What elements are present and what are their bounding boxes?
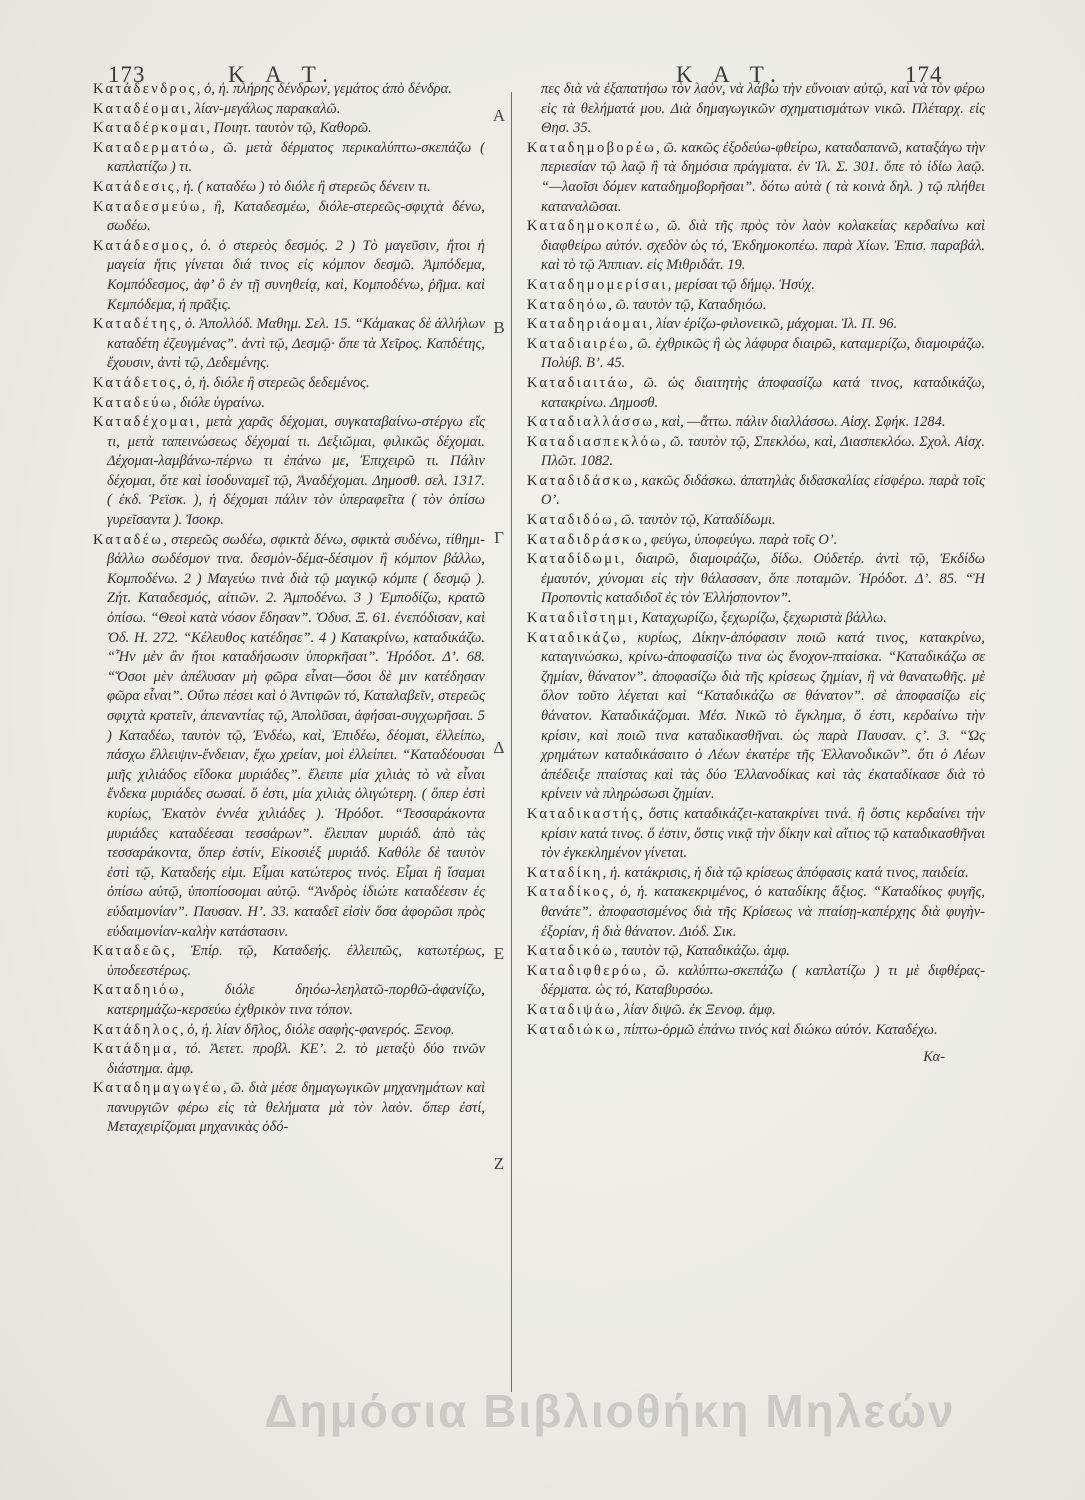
definition: , διόλε δηιόω-λεηλατῶ-πορθῶ-ἀφανίζω, κατερημάζω-κερσεύω ἐχθρικὸν τινα τόπον. xyxy=(107,982,485,1018)
headword: Καταδιψάω xyxy=(527,1001,617,1018)
headword: Καταδιδράσκω xyxy=(527,531,644,548)
dictionary-entry xyxy=(527,609,985,629)
gutter-letter: Δ xyxy=(493,738,505,757)
headword: Καταδίδωμι xyxy=(527,551,621,568)
dictionary-entry xyxy=(93,139,485,178)
dictionary-entry xyxy=(93,531,485,942)
headword: Καταδημοκοπέω xyxy=(527,218,656,235)
headword: Καταδηιόω xyxy=(93,982,181,999)
definition: , λίαν ἐρίζω-φιλονεικῶ, μάχομαι. Ἰλ. Π. 96. xyxy=(648,316,898,333)
headword: Καταδέτης xyxy=(93,316,178,333)
dictionary-entry xyxy=(93,394,485,414)
definition: , καὶ, —ἄττω. πάλιν διαλλάσσω. Αἰσχ. Σφήκ. 1284. xyxy=(654,414,946,431)
definition: , ῶ. ταυτὸν τῷ, Καταδίδωμι. xyxy=(613,512,776,529)
headword: Κατάδεσμος xyxy=(93,237,190,254)
headword: Καταδημομερίσαι xyxy=(527,276,668,293)
headword: Καταδέω xyxy=(93,531,164,548)
definition: , ἡ. ( καταδέω ) τὸ διόλε ἢ στερεῶς δένειν τι. xyxy=(175,178,431,195)
definition: , Καταχωρίζω, ξεχωρίζω, ξεχωριστὰ βάλλω. xyxy=(634,610,887,627)
definition: , ῶ. μετὰ δέρματος περικαλύπτω-σκεπάζω ( καπλατίζω ) τι. xyxy=(107,139,485,176)
definition: , ἡ. κατάκρισις, ἡ διὰ τῷ κρίσεως ἀπόφασις κατά τινος, παιδεία. xyxy=(602,864,969,881)
headword: Καταδιαλλάσσω xyxy=(527,414,655,431)
definition: , ῶ. κακῶς ἐξοδεύω-φθείρω, καταδαπανῶ, καταξάγω τὴν περιεσίαν τῷ λαῷ ἢ τὰ δημόσια πράγματα. ἐν Ἰλ. Σ. 301. ὅπε τὸ ἰδίω λαῷ. “—λαοῖσι δόμεν καταδημοβορῆσαι”. δότω αὐτὰ ( τὰ κοινὰ δηλ. ) τῷ πλήθει καταναλῶσαι. xyxy=(541,139,985,215)
headword: Καταδιφθερόω xyxy=(527,962,643,979)
dictionary-entry xyxy=(527,864,985,884)
headword: Καταδέρκομαι xyxy=(93,120,207,137)
definition: , ῶ. διὰ μέσε δημαγωγικῶν μηχανημάτων καὶ πανυργιῶν φέρω εἰς τὰ θελήματα μὰ τὸν λαὸν. ὅπερ ἐστί, Μεταχειρίζομαι μηχανικὰς ὁδό- xyxy=(107,1080,485,1136)
headword: Καταδιαιρέω xyxy=(527,335,630,352)
definition: , κακῶς διδάσκω. ἀπατηλὰς διδασκαλίας εἰσφέρω. παρὰ τοῖς Ο’. xyxy=(541,472,985,509)
definition: , ῶ. ὡς διαιτητὴς ἀποφασίζω κατά τινος, καταδικάζω, κατακρίνω. Δημοσθ. xyxy=(541,374,985,411)
headword: Καταδέομαι xyxy=(93,100,188,117)
definition: , λίαν διψῶ. ἐκ Ξενοφ. ἀμφ. xyxy=(616,1001,776,1018)
definition: , ῶ. διὰ τῆς πρὸς τὸν λαὸν κολακείας κερδαίνω καὶ διαφθείρω αὐτόν. σχεδὸν ὡς τό, Ἐκδημοκοπέω. παρὰ Χίων. Ἐπισ. παραβάλ. καὶ τὸ τῷ Ἀππιαν. εἰς Μιθριδάτ. 19. xyxy=(541,218,985,274)
definition: , Ἐπίρ. τῷ, Καταδεής. ἐλλειπῶς, κατωτέρως, ὑποδεεστέρως. xyxy=(107,943,485,979)
headword: Κατάδετος xyxy=(93,374,178,391)
definition: πες διὰ νὰ ἐξαπατήσω τὸν λαὸν, νὰ λάβω τὴν εὔνοιαν αὐτῷ, καὶ νὰ τὸν φέρω εἰς τὰ θελήματά μου. Διὰ δημαγωγικῶν σχηματισμάτων νικῶ. Πλέταρχ. εἰς Θησ. 35. xyxy=(541,81,985,137)
headword: Καταδίκος xyxy=(527,884,611,901)
dictionary-entry xyxy=(527,942,985,962)
dictionary-entry xyxy=(527,1001,985,1021)
headword: Κατάδεσις xyxy=(93,178,176,195)
definition: , ῶ. καλύπτω-σκεπάζω ( καπλατίζω ) τι μὲ διφθέρας-δέρματα. ὡς τό, Καταβυρσόω. xyxy=(541,962,985,999)
dictionary-entry xyxy=(93,1021,485,1041)
dictionary-entry xyxy=(527,629,985,805)
dictionary-entry xyxy=(93,178,485,198)
dictionary-entry xyxy=(93,119,485,139)
headword: Καταδεύω xyxy=(93,394,173,411)
dictionary-entry xyxy=(93,315,485,374)
definition: , ἢ, Καταδεσμέω, διόλε-στερεῶς-σφιχτὰ δένω, σωδέω. xyxy=(107,198,485,235)
dictionary-entry xyxy=(93,942,485,981)
definition: , μετὰ χαρᾶς δέχομαι, συγκαταβαίνω-στέργω εἴς τι, μετὰ ταπεινώσεως δέχομαί τι. Δεξιῶμαι, φιλικῶς δέχομαι. Δέχομαι-λαμβάνω-πέρνω τι ἐπάνω με, Ἐπιχειρῶ τι. Πάλιν δέχομαι, ὅτε καὶ ἰσοδυναμεῖ τῷ, Ἀναδέχομαι. Δημοσθ. σελ. 1317. ( ἐκδ. Ῥεϊσκ. ), ἡ δέχομαι πάλιν τὸν ὑπεραφεῖτα ( τὸν ὀπίσω γυρεῖσαντα ). Ἰσοκρ. xyxy=(107,414,485,529)
headword: Καταδικόω xyxy=(527,943,615,960)
dictionary-entry xyxy=(527,883,985,942)
definition: , ὁ. ὁ στερεὸς δεσμός. 2 ) Τὸ μαγεῦσιν, ἤτοι ἡ μαγεία ἥτις γίνεται διά τινος εἰς κόμπον δεσμῶ. Ἀμπόδεμα, Κομπόδεσμος, ἀφ’ ὃ ἐν τῇ συνηθείᾳ, καὶ, Κομποδένω, ῥῆμα. καὶ Κεμπόδεμα, ἡ πρᾶξις. xyxy=(107,237,485,313)
dictionary-entry xyxy=(527,1021,985,1041)
definition: , πίπτω-ὁρμῶ ἐπάνω τινός καὶ διώκω αὐτόν. Καταδέχω. xyxy=(616,1021,938,1038)
gutter-letter: Α xyxy=(492,106,506,125)
headword: Καταδιδόω xyxy=(527,512,614,529)
dictionary-entry xyxy=(93,80,485,100)
gutter-letter: Ζ xyxy=(493,1154,505,1173)
definition: , ῶ. ταυτὸν τῷ, Σπεκλόω, καὶ, Διασπεκλόω. Σχολ. Αἰσχ. Πλῶτ. 1082. xyxy=(541,433,985,470)
dictionary-entry xyxy=(93,374,485,394)
headword: Καταδιώκω xyxy=(527,1021,617,1038)
right-column xyxy=(527,80,985,1400)
headword: Καταδηριάομαι xyxy=(527,316,649,333)
headword: Καταδιασπεκλόω xyxy=(527,433,663,450)
headword: Καταδέχομαι xyxy=(93,414,196,431)
definition: , ὁ, ἡ. πλήρης δένδρων, γεμάτος ἀπὸ δένδρα. xyxy=(196,81,452,97)
dictionary-entry xyxy=(527,335,985,374)
dictionary-entry xyxy=(527,315,985,335)
headword: Καταδεῶς xyxy=(93,943,172,960)
continued-entry xyxy=(527,80,985,139)
headword: Καταδιδάσκω xyxy=(527,472,635,489)
right-page-number: 174 xyxy=(905,62,943,87)
dictionary-entry xyxy=(527,550,985,609)
definition: , φεύγω, ὑποφεύγω. παρὰ τοῖς Ο’. xyxy=(643,531,838,548)
definition: , διαιρῶ, διαμοιράζω, δίδω. Οὐδετέρ. ἀντὶ τῷ, Ἐκδίδω ἐμαυτόν, χύνομαι εἰς τὴν θάλασσαν, ὅπε ποταμῶν. Ἡρόδοτ. Δ’. 85. “Ἡ Προποντὶς καταδιδοῖ ἐς τὸν Ἑλλήσποντον”. xyxy=(541,551,985,607)
entry-list xyxy=(527,139,985,1040)
dictionary-entry xyxy=(527,296,985,316)
left-page-number: 173 xyxy=(108,62,146,87)
dictionary-entry xyxy=(527,962,985,1001)
headword: Κατάδενδρος xyxy=(93,81,197,97)
definition: , μερίσαι τῷ δήμῳ. Ἡσύχ. xyxy=(667,276,815,293)
headword: Καταδικαστής xyxy=(527,805,640,822)
left-column xyxy=(93,80,485,1370)
dictionary-entry xyxy=(527,531,985,551)
headword: Καταδιαιτάω xyxy=(527,374,630,391)
dictionary-entry xyxy=(527,805,985,864)
dictionary-entry xyxy=(93,237,485,315)
dictionary-entry xyxy=(93,100,485,120)
dictionary-entry xyxy=(93,413,485,531)
headword: Καταδερματόω xyxy=(93,139,211,156)
gutter-letter: Γ xyxy=(494,528,504,547)
dictionary-entry xyxy=(93,981,485,1020)
definition: , Ποιητ. ταυτὸν τῷ, Καθορῶ. xyxy=(206,120,372,137)
dictionary-entry xyxy=(527,139,985,217)
headword: Καταδίκη xyxy=(527,864,603,881)
definition: , ῶ. ἐχθρικῶς ἢ ὡς λάφυρα διαιρῶ, καταμερίζω, διαμοιράζω. Πολύβ. Β’. 45. xyxy=(541,335,985,372)
dictionary-entry xyxy=(527,472,985,511)
right-running-title: Κ Α Τ. xyxy=(676,62,784,87)
definition: , ταυτὸν τῷ, Καταδικάζω. ἀμφ. xyxy=(614,943,791,960)
catchword: Κα- xyxy=(923,1049,945,1066)
definition: , ὅστις καταδικάζει-κατακρίνει τινά. ἢ ὅστις κερδαίνει τὴν κρίσιν κατά τινος. ὅ ἐστιν, ὅστις νικᾷ τὴν δίκην καὶ αἴτιος τῷ καταδικασθῆναι τὸν ἐγκεκλημένον γίνεται. xyxy=(541,805,985,862)
definition: , διόλε ὑγραίνω. xyxy=(172,394,265,411)
left-running-title: Κ Α Τ. xyxy=(228,62,336,87)
headword: Καταδικάζω xyxy=(527,629,623,646)
dictionary-entry xyxy=(527,217,985,276)
definition: , στερεῶς σωδέω, σφικτὰ δένω, σφικτὰ συδένω, τίθημι-βάλλω σωδέσμον τινα. δεσμὸν-δέμα-δέσιμον ἢ κόμπον βάλλω, Κομποδένω. 2 ) Μαγεύω τινὰ διὰ τῷ μαγικῷ κόμπε ( δεσμῷ ). Ζήτ. Καταδεσμός, αἰτιῶν. 2. Ἀμποδένω. 3 ) Ἐμποδίζω, κρατῶ ὀπίσω. “Θεοὶ κατὰ νόσον ἔδησαν”. Ὀδυσ. Ξ. 61. ἐνεπόδισαν, καὶ Ὀδ. Η. 272. “Κέλευθος κατέδησε”. 4 ) Κατακρίνω, καταδικάζω. “Ἦν μὲν ἂν ἤτοι καταδήσωσιν ὑπορκῆσαι”. Ἡρόδοτ. Δ’. 68. “Ὅσοι μὲν ἀπέλυσαν μὴ φῶρα εἶναι—ὅσοι δὲ μιν κατέδησαν φῶρα εἶναι”. Οὕτω πέσει καὶ ὁ Ἀντιφῶν τό, Καταλαβεῖν, στερεῶς σφιχτὰ κρατεῖν, ἀπεναντίας τῷ, Ἀπολῦσαι, ἀφήσαι-συγχωρῆσαι. 5 ) Καταδέω, ταυτὸν τῷ, Ἐνδέω, καὶ, Ἐπιδέω, δέομαι, ἐλλείπω, πάσχω ἔλλειψιν-ἔνδειαν, ἔχω χρείαν, μοὶ ἐλλείπει. “Καταδέουσαι μιῆς χιλιάδος εἴδοκα μυριάδες”. ἔλειπε μία χιλιὰς τὸ νὰ εἶναι ἔνδεκα μυριάδες σωσαί. ὅ ἐστι, μία χιλιὰς ὀλιγώτερη. ( ὅπερ ἐστὶ κυρίως, Ἑκατὸν ἐννέα χιλιάδες ). Ἡρόδοτ. “Τεσσαράκοντα μυριάδες καταδέεσαι τεσσάρων”. ἔλειπαν μυριάδ. ἀπὸ τὰς τεσσαράκοντα, ὅπερ ἐστίν, Εἰκοσιέξ μυριάδ. Καθόλε δὲ ταυτὸν ἐστὶ τῷ, Καταδεής εἰμι. Εἶμαι κατώτερος τινός. Εἶμαι ἢ ἴσαμαι ὀπίσω αὐτῷ, ὑποπίοσομαι αὐτῷ. “Ἀνδρὸς ἰδιώτε καταδέεσιν ἐς εὐδαιμονίαν”. Παυσαν. Η’. 33. καταδεῖ εἰσὶν ὅσα ἀφορῶσι πρὸς εὐδαιμονίαν-καλὴν κατάστασιν. xyxy=(107,531,485,940)
dictionary-entry xyxy=(527,413,985,433)
definition: , ὁ, ἡ. κατακεκριμένος, ὁ καταδίκης ἄξιος. “Καταδίκος φυγῆς, θανάτε”. ἀποφασισμένος διὰ τῆς Κρίσεως νὰ πταίσῃ-καπέρχης διὰ φυγὴν-ἐξορίαν, ἢ διὰ θάνατον. Διόδ. Σικ. xyxy=(541,884,985,940)
headword: Καταδηόω xyxy=(527,296,609,313)
definition: , ῶ. ταυτὸν τῷ, Καταδηιόω. xyxy=(608,296,767,313)
definition: , τό. Ἀετετ. προβλ. ΚΕ’. 2. τὸ μεταξὺ δύο τινῶν διάστημα. ἀμφ. xyxy=(107,1041,485,1077)
definition: , ὁ. Ἀπολλόδ. Μαθημ. Σελ. 15. “Κάμακας δὲ ἀλλήλων καταδέτη ἐζευγμένας”. ἀντὶ τῷ, Δεσμῷ· ὅπε τὰ Χεῖρος. Καπδέτης, ἔχουσιν, ἀντὶ τῷ, Δεδεμένης. xyxy=(107,316,485,372)
column-divider xyxy=(511,92,512,1392)
dictionary-entry xyxy=(93,198,485,237)
gutter-letter: Ε xyxy=(493,944,505,963)
headword: Καταδιΐστημι xyxy=(527,610,635,627)
definition: , κυρίως, Δίκην-ἀπόφασιν ποιῶ κατά τινος, κατακρίνω, καταγινώσκω, κρίνω-ἀποφασίζω τινα ὡς ἔνοχον-πταίσκα. “Καταδικάζω σε ζημίαν, θάνατον”. ἀποφασίζω διὰ τῆς κρίσεως ζημίαν, ἢ νὰ θανατωθῆς. μὲ ὅλον τοῦτο λέγεται καὶ “Καταδικάζω σε θάνατον”. σὲ ἀποφασίζω εἰς θάνατον. Καταδικάζομαι. Μέσ. Νικῶ τὸ ἔγκλημα, ὅ ἐστι, κερδαίνω τὴν κρίσιν, καὶ ποιῶ τινα καταδικασθῆναι. ὡς παρὰ Παυσαν. ς’. 3. “Ὡς χρημάτων καταδικάσαιτο ὁ Λέων ἑκατέρε τῆς Ἑλλανοδικῶν”. ὅτι ὁ Λέων ἀπέδειξε πταίστας καὶ τὰς δύο Ἑλλανοδίκας καὶ τὰς ἐκαταδίκασε διὰ τὸ κρίνειν νὰ πληρώσωσι ζημίαν. xyxy=(541,629,985,803)
dictionary-entry xyxy=(527,276,985,296)
dictionary-entry xyxy=(93,1079,485,1138)
headword: Καταδημοβορέω xyxy=(527,139,657,156)
headword: Καταδημαγωγέω xyxy=(93,1080,223,1097)
headword: Κατάδημα xyxy=(93,1041,173,1058)
definition: , ὁ, ἡ. λίαν δῆλος, διόλε σαφὴς-φανερός. Ξενοφ. xyxy=(180,1021,455,1038)
dictionary-entry xyxy=(93,1040,485,1079)
gutter-letter: Β xyxy=(493,318,505,337)
library-watermark: Δημόσια Βιβλιοθήκη Μηλεών xyxy=(264,1385,956,1437)
dictionary-entry xyxy=(527,511,985,531)
dictionary-entry xyxy=(527,374,985,413)
headword: Κατάδηλος xyxy=(93,1021,180,1038)
headword: Καταδεσμεύω xyxy=(93,198,202,215)
dictionary-entry xyxy=(527,433,985,472)
definition: , λίαν-μεγάλως παρακαλῶ. xyxy=(187,100,341,117)
definition: , ὁ, ἡ. διόλε ἢ στερεῶς δεδεμένος. xyxy=(177,374,370,391)
